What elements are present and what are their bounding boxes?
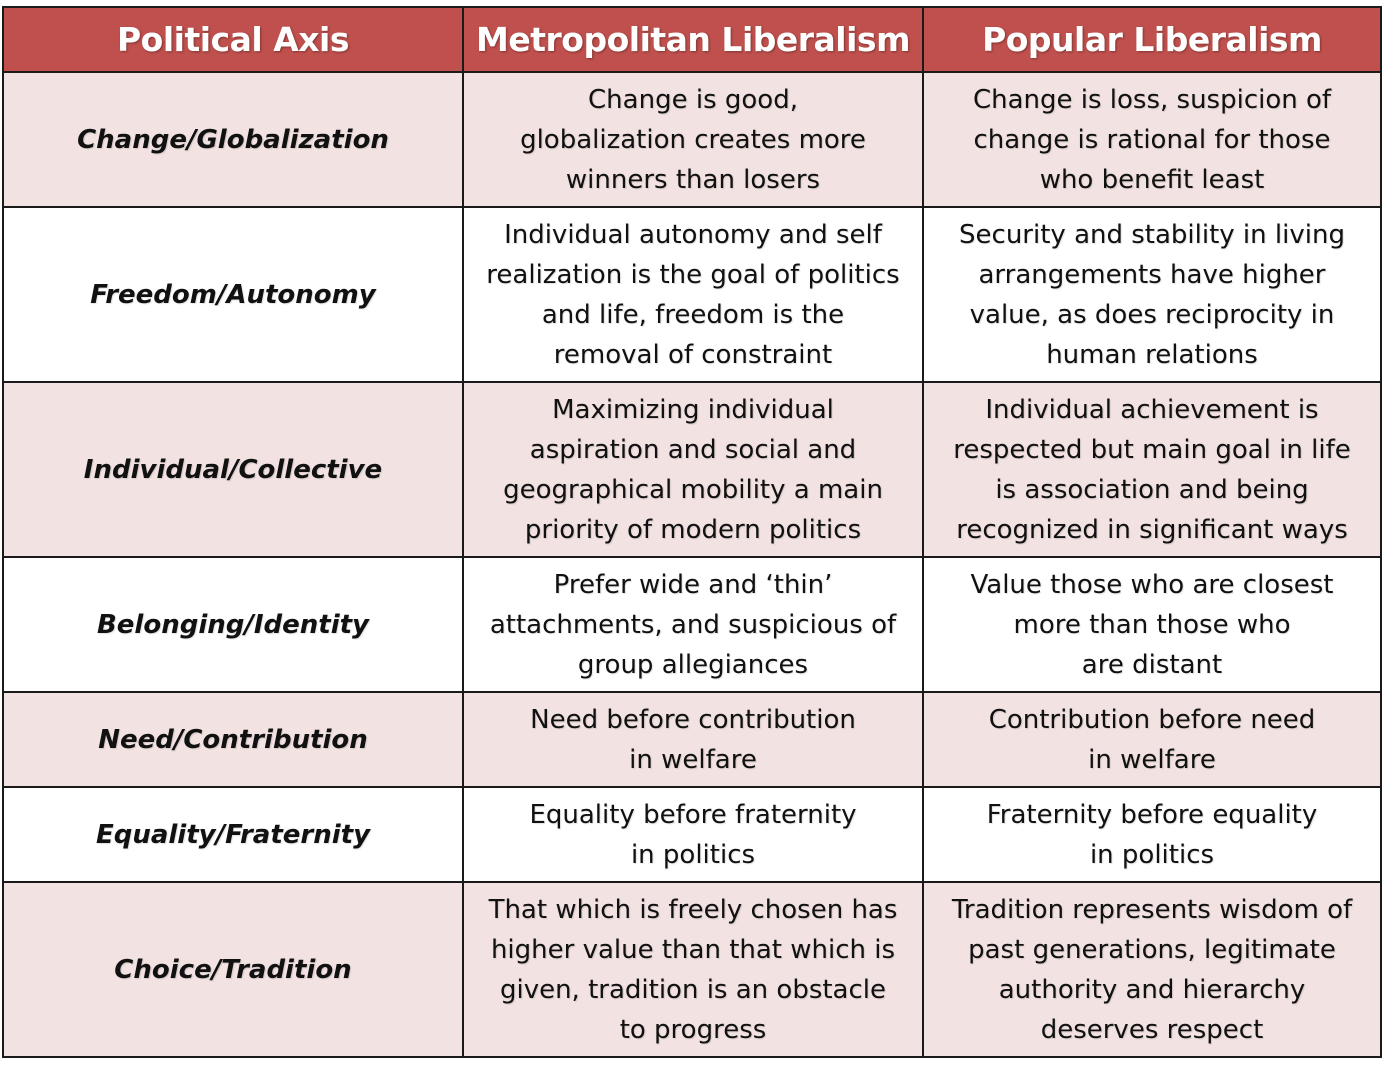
metropolitan-cell: Need before contribution in welfare xyxy=(463,692,923,787)
metropolitan-cell: Individual autonomy and self realization is the goal of politics and life, freedom is the removal of constraint xyxy=(463,207,923,382)
axis-cell: Choice/Tradition xyxy=(3,882,463,1057)
axis-cell: Freedom/Autonomy xyxy=(3,207,463,382)
header-popular-liberalism: Popular Liberalism xyxy=(923,7,1381,72)
table-row xyxy=(3,72,1381,207)
popular-cell: Contribution before need in welfare xyxy=(923,692,1381,787)
comparison-table-container xyxy=(2,6,1380,1058)
metropolitan-cell: Change is good, globalization creates more winners than losers xyxy=(463,72,923,207)
metropolitan-cell: Prefer wide and ‘thin’ attachments, and suspicious of group allegiances xyxy=(463,557,923,692)
table-row xyxy=(3,692,1381,787)
metropolitan-cell: Equality before fraternity in politics xyxy=(463,787,923,882)
header-metropolitan-liberalism: Metropolitan Liberalism xyxy=(463,7,923,72)
popular-cell: Change is loss, suspicion of change is rational for those who benefit least xyxy=(923,72,1381,207)
table-row xyxy=(3,207,1381,382)
axis-cell: Belonging/Identity xyxy=(3,557,463,692)
axis-cell: Change/Globalization xyxy=(3,72,463,207)
table-row xyxy=(3,382,1381,557)
axis-cell: Equality/Fraternity xyxy=(3,787,463,882)
metropolitan-cell: That which is freely chosen has higher value than that which is given, tradition is an obstacle to progress xyxy=(463,882,923,1057)
metropolitan-cell: Maximizing individual aspiration and social and geographical mobility a main priority of modern politics xyxy=(463,382,923,557)
table-row xyxy=(3,557,1381,692)
popular-cell: Fraternity before equality in politics xyxy=(923,787,1381,882)
table-row xyxy=(3,882,1381,1057)
header-row xyxy=(3,7,1381,72)
popular-cell: Security and stability in living arrangements have higher value, as does reciprocity in human relations xyxy=(923,207,1381,382)
axis-cell: Individual/Collective xyxy=(3,382,463,557)
popular-cell: Value those who are closest more than those who are distant xyxy=(923,557,1381,692)
axis-cell: Need/Contribution xyxy=(3,692,463,787)
table-row xyxy=(3,787,1381,882)
popular-cell: Tradition represents wisdom of past generations, legitimate authority and hierarchy deserves respect xyxy=(923,882,1381,1057)
popular-cell: Individual achievement is respected but main goal in life is association and being recognized in significant ways xyxy=(923,382,1381,557)
header-political-axis: Political Axis xyxy=(3,7,463,72)
comparison-table xyxy=(2,6,1382,1058)
